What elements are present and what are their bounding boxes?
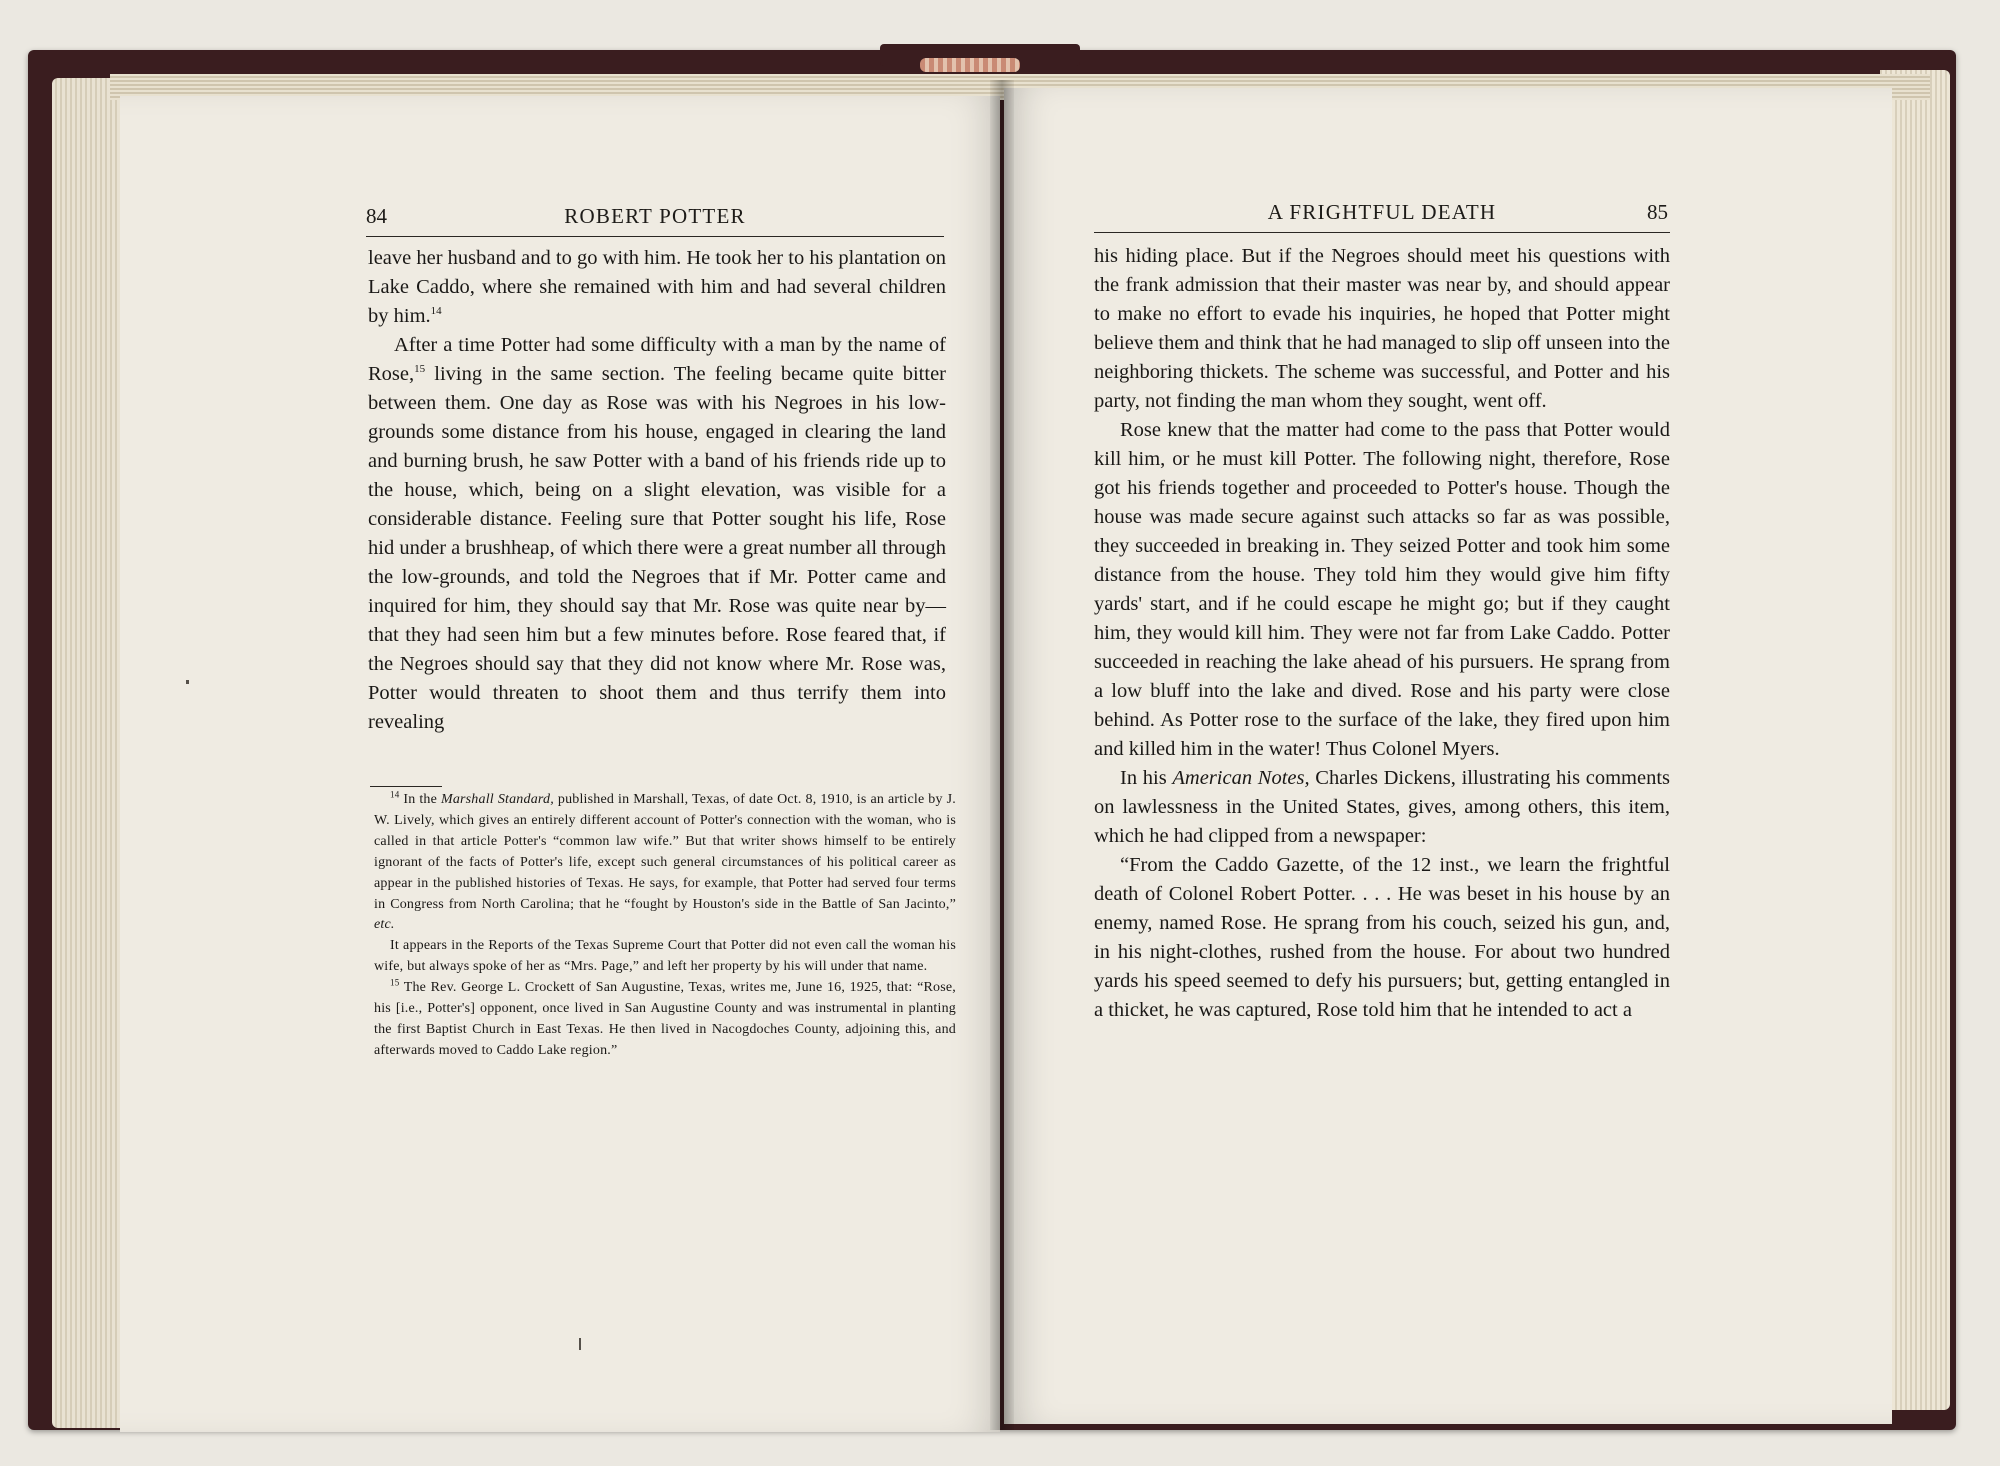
footnote-14 <box>374 790 956 936</box>
paper-speck <box>579 1338 581 1350</box>
headband <box>920 58 1020 72</box>
right-paragraph-3-text-b: Charles Dickens, illustrating his comments on lawlessness in the United States, gives, among others, this item, which he had clipped from a newspaper: <box>1094 767 1671 847</box>
paper-speck <box>186 680 189 684</box>
left-paragraph-2 <box>368 331 946 737</box>
footnote-14-continued: It appears in the Reports of the Texas Supreme Court that Potter did not even call the woman his wife, but always spoke of her as “Mrs. Page,” and left her property by his will under that name. <box>374 938 956 975</box>
footnote-ref-15: 15 <box>414 363 426 376</box>
footnote-15-number: 15 <box>390 977 400 988</box>
right-paragraph-2: Rose knew that the matter had come to the pass that Potter would kill him, or he must kill Potter. The following night, therefore, Rose got his friends together and proceeded to Potter's house. Though the house was made secure against such attacks so far as was possible, they succeeded in breaking in. They seized Potter and took him some distance from the house. They told him they would give him fifty yards' start, and if he could escape he might go; but if they caught him, they would kill him. They were not far from Lake Caddo. Potter succeeded in reaching the lake ahead of his pursuers. He sprang from a low bluff into the lake and dived. Rose and his party were close behind. As Potter rose to the surface of the lake, they fired upon him and killed him in the water! Thus Colonel Myers. <box>1094 419 1670 760</box>
footnote-15 <box>374 978 956 1062</box>
left-page-number: 84 <box>366 204 387 228</box>
right-paragraph-3-italic: American Notes, <box>1172 767 1310 789</box>
footnote-14-italic: Marshall Standard, <box>440 792 554 807</box>
footnote-ref-14: 14 <box>430 305 442 318</box>
footnote-14-number: 14 <box>390 789 400 800</box>
footnote-14-etc: etc. <box>374 917 395 933</box>
right-running-header <box>1094 196 1670 233</box>
left-paragraph-1-text: leave her husband and to go with him. He took her to his plantation on Lake Caddo, where she remained with him and had several children by him. <box>368 247 946 327</box>
left-running-header <box>366 200 944 237</box>
right-body-text <box>1094 242 1670 1025</box>
footnotes <box>374 790 956 1062</box>
right-paragraph-1: his hiding place. But if the Negroes should meet his questions with the frank admission that their master was near by, and should appear to make no effort to evade his inquiries, he hoped that Potter might believe them and think that he had managed to slip off unseen into the neighboring thickets. The scheme was successful, and Potter and his party, not finding the man whom they sought, went off. <box>1094 245 1670 412</box>
book-gutter <box>990 80 1014 1430</box>
right-paragraph-3-text-a: In his <box>1120 767 1173 789</box>
right-paragraph-3 <box>1094 764 1670 851</box>
footnote-15-text: The Rev. George L. Crockett of San Augustine, Texas, writes me, June 16, 1925, that: “Rose, his [i.e., Potter's] opponent, once lived in San Augustine County and was instrumental in planting the first Baptist Church in East Texas. He then lived in Nacogdoches County, adjoining this, and afterwards moved to Caddo Lake region.” <box>374 980 956 1058</box>
right-page-number: 85 <box>1647 200 1668 224</box>
left-body-text <box>368 244 946 737</box>
left-running-head-title: ROBERT POTTER <box>564 204 746 228</box>
left-paragraph-2-text-b: living in the same section. The feeling became quite bitter between them. One day as Rose was with his Negroes in his low-grounds some distance from his house, engaged in clearing the land and burning brush, he saw Potter with a band of his friends ride up to the house, which, being on a slight elevation, was visible for a considerable distance. Feeling sure that Potter sought his life, Rose hid under a brushheap, of which there were a great number all through the low-grounds, and told the Negroes that if Mr. Potter came and inquired for him, they should say that Mr. Rose was quite near by—that they had seen him but a few minutes before. Rose feared that, if the Negroes should say that they did not know where Mr. Rose was, Potter would threaten to shoot them and thus terrify them into revealing <box>368 363 946 733</box>
right-paragraph-4: “From the Caddo Gazette, of the 12 inst., we learn the frightful death of Colonel Robert Potter. . . . He was beset in his house by an enemy, named Rose. He sprang from his couch, seized his gun, and, in his night-clothes, rushed from the house. For about two hundred yards his speed seemed to defy his pursuers; but, getting entangled in a thicket, he was captured, Rose told him that he intended to act a <box>1094 854 1670 1021</box>
left-paragraph-1 <box>368 244 946 331</box>
right-running-head-title: A FRIGHTFUL DEATH <box>1267 200 1497 224</box>
footnote-rule <box>370 786 442 787</box>
left-paragraph-2-text-a: After a time Potter had some difficulty with a man by the name of Rose, <box>368 334 946 385</box>
footnote-14-text-b: published in Marshall, Texas, of date Oct. 8, 1910, is an article by J. W. Lively, which gives an entirely different account of Potter's connection with the woman, who is called in that article Potter's “common law wife.” But that writer shows himself to be entirely ignorant of the facts of Potter's life, except such general circumstances of his political career as appear in the published histories of Texas. He says, for example, that Potter had served four terms in Congress from North Carolina; that he “fought by Houston's side in the Battle of San Jacinto,” <box>374 792 956 912</box>
footnote-14-text-a: In the <box>399 792 441 807</box>
